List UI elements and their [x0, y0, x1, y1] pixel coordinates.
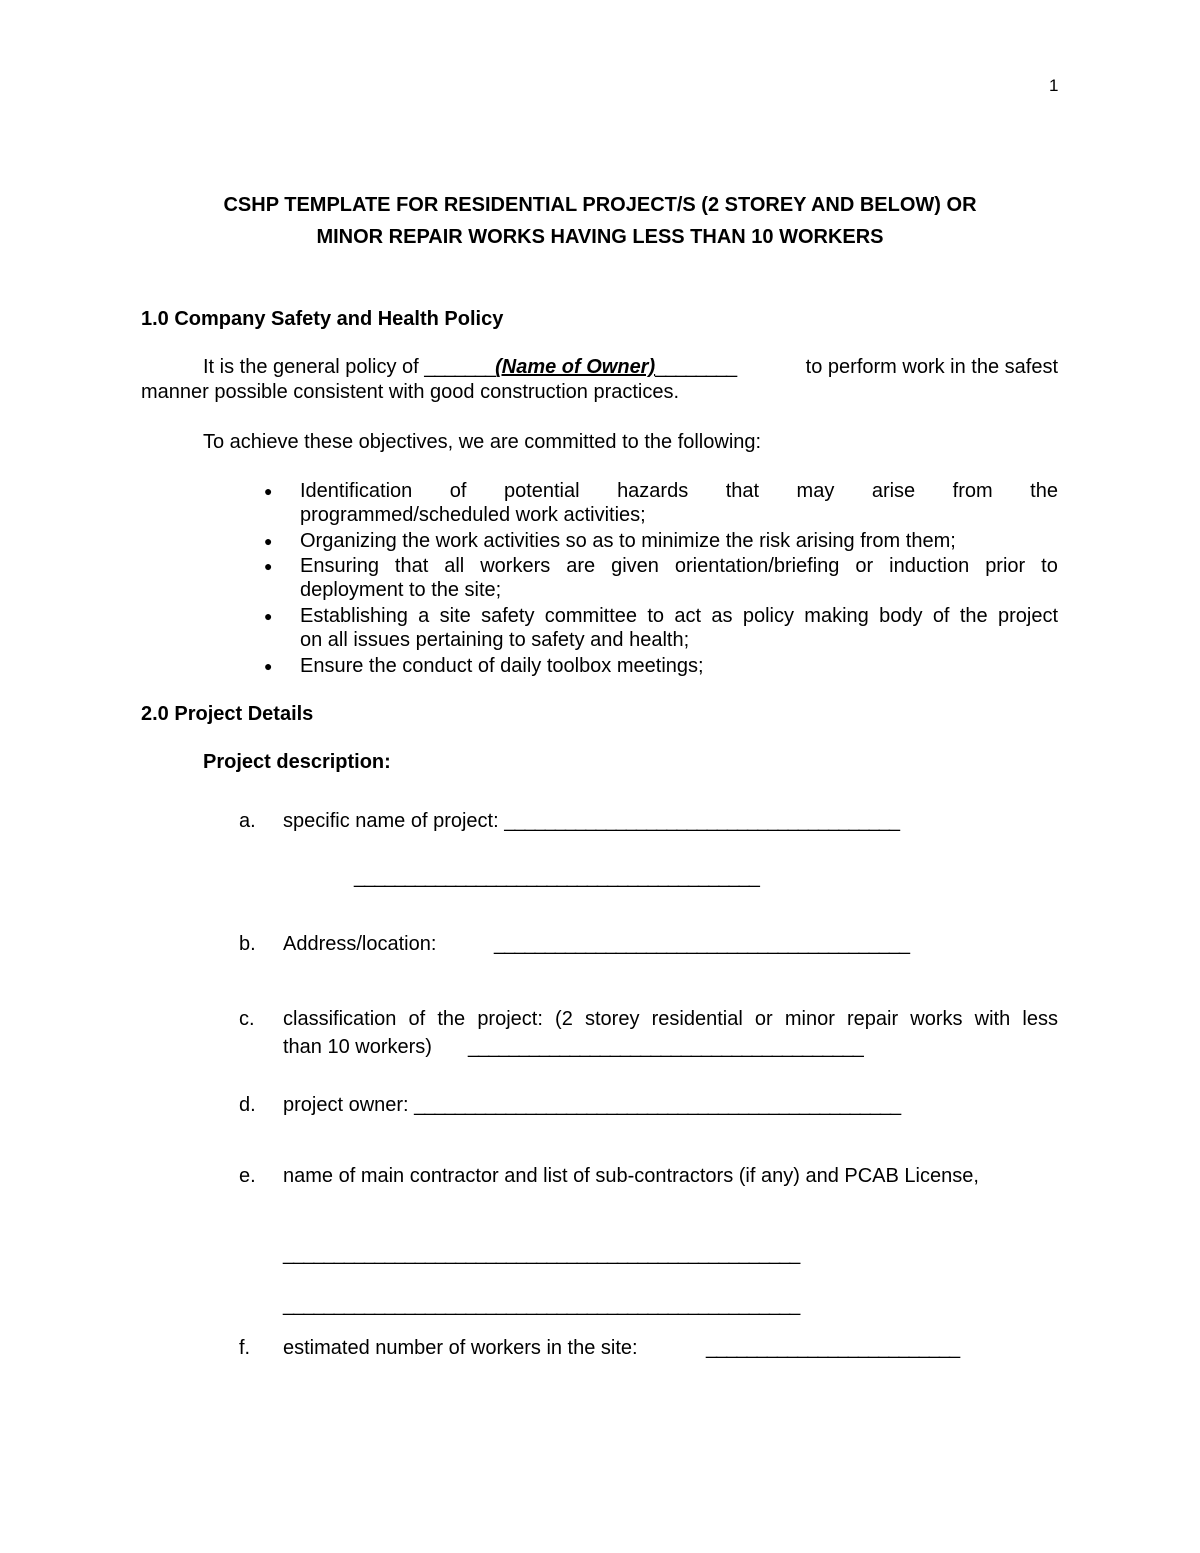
item-d-letter: d.: [239, 1094, 256, 1116]
word: workers: [480, 555, 551, 577]
bullet-3-line-2: deployment to the site;: [300, 579, 502, 601]
word: policy: [742, 605, 794, 627]
policy-paragraph-line-2: manner possible consistent with good construction practices.: [141, 381, 680, 403]
word: from: [952, 480, 993, 502]
word: of: [449, 480, 467, 502]
word: as: [711, 605, 733, 627]
classification-label-line-2: than 10 workers): [283, 1036, 432, 1058]
bullet-icon: ●: [264, 533, 273, 549]
item-d-line: [283, 1093, 900, 1117]
word: with: [974, 1008, 1011, 1030]
item-c-letter: c.: [239, 1008, 255, 1030]
word: of: [932, 605, 950, 627]
word: that: [394, 555, 429, 577]
word: are: [566, 555, 596, 577]
owner-blank-after: ________: [655, 356, 737, 378]
word: to: [647, 605, 665, 627]
bullet-icon: ●: [264, 558, 273, 574]
word: act: [674, 605, 702, 627]
word: induction: [889, 555, 970, 577]
address-label: Address/location:: [283, 933, 437, 955]
word: (2: [555, 1008, 573, 1030]
project-owner-label: project owner:: [283, 1094, 415, 1116]
item-f-letter: f.: [239, 1337, 251, 1359]
project-owner-field[interactable]: ________________________________________________: [414, 1094, 901, 1116]
bullet-icon: ●: [264, 658, 273, 674]
bullet-icon: ●: [264, 483, 273, 499]
bullet-1-line-1: [300, 479, 1058, 503]
word: to: [1041, 555, 1058, 577]
word: or: [855, 555, 874, 577]
project-name-field[interactable]: _______________________________________: [504, 810, 900, 832]
bullet-1-line-2: programmed/scheduled work activities;: [300, 504, 646, 526]
contractor-field-line-2[interactable]: ___________________________________________________: [283, 1294, 800, 1316]
word: orientation/briefing: [674, 555, 840, 577]
word: works: [910, 1008, 963, 1030]
word: given: [611, 555, 659, 577]
item-e-letter: e.: [239, 1165, 256, 1187]
bullet-4-line-2: on all issues pertaining to safety and health;: [300, 629, 690, 651]
workers-count-label: estimated number of workers in the site:: [283, 1337, 638, 1359]
document-title-line-2: MINOR REPAIR WORKS HAVING LESS THAN 10 WORKERS: [316, 226, 884, 248]
item-c-line-1: [283, 1007, 1058, 1031]
owner-blank-before: _______: [424, 356, 496, 378]
policy-suffix: to perform work in the safest: [805, 356, 1058, 378]
word: minor: [784, 1008, 835, 1030]
word: residential: [651, 1008, 743, 1030]
bullet-2: Organizing the work activities so as to minimize the risk arising from them;: [300, 530, 956, 552]
bullet-4-line-1: [300, 604, 1058, 628]
item-b-letter: b.: [239, 933, 256, 955]
word: the: [437, 1008, 466, 1030]
address-field[interactable]: _________________________________________: [494, 933, 910, 955]
policy-prefix: It is the general policy of: [203, 356, 425, 378]
word: Ensuring: [300, 555, 379, 577]
word: body: [879, 605, 923, 627]
objectives-intro: To achieve these objectives, we are committed to the following:: [203, 431, 762, 453]
section-2-heading: 2.0 Project Details: [141, 703, 314, 725]
word: the: [1030, 480, 1058, 502]
word: Establishing: [300, 605, 408, 627]
word: repair: [847, 1008, 899, 1030]
word: or: [754, 1008, 773, 1030]
word: all: [444, 555, 465, 577]
word: that: [725, 480, 760, 502]
word: less: [1022, 1008, 1058, 1030]
workers-count-field[interactable]: _________________________: [706, 1337, 960, 1359]
contractor-label: name of main contractor and list of sub-contractors (if any) and PCAB License,: [283, 1165, 979, 1187]
classification-field[interactable]: _______________________________________: [468, 1036, 863, 1058]
section-1-heading: 1.0 Company Safety and Health Policy: [141, 308, 504, 330]
word: project: [997, 605, 1058, 627]
bullet-3-line-1: [300, 554, 1058, 578]
project-name-field-line-2[interactable]: ________________________________________: [354, 866, 759, 888]
word: committee: [544, 605, 638, 627]
word: hazards: [617, 480, 689, 502]
word: potential: [503, 480, 580, 502]
item-a-line-1: [283, 809, 899, 833]
item-a-letter: a.: [239, 810, 256, 832]
word: a: [418, 605, 430, 627]
word: prior: [985, 555, 1026, 577]
document-title-line-1: CSHP TEMPLATE FOR RESIDENTIAL PROJECT/S (2 STOREY AND BELOW) OR: [223, 194, 977, 216]
word: making: [804, 605, 869, 627]
word: arise: [871, 480, 916, 502]
word: site: [439, 605, 471, 627]
project-name-label: specific name of project:: [283, 810, 505, 832]
word: storey: [584, 1008, 640, 1030]
word: may: [796, 480, 835, 502]
word: classification: [283, 1008, 397, 1030]
word: of: [408, 1008, 426, 1030]
policy-paragraph-line-1: [203, 355, 1058, 379]
contractor-field-line-1[interactable]: ___________________________________________________: [283, 1243, 800, 1265]
word: project:: [477, 1008, 543, 1030]
owner-name-placeholder: (Name of Owner): [495, 356, 656, 378]
bullet-5: Ensure the conduct of daily toolbox meetings;: [300, 655, 704, 677]
word: the: [959, 605, 988, 627]
project-description-heading: Project description:: [203, 751, 391, 773]
bullet-icon: ●: [264, 608, 273, 624]
page-number: 1: [1049, 76, 1059, 95]
word: Identification: [300, 480, 413, 502]
word: safety: [481, 605, 535, 627]
